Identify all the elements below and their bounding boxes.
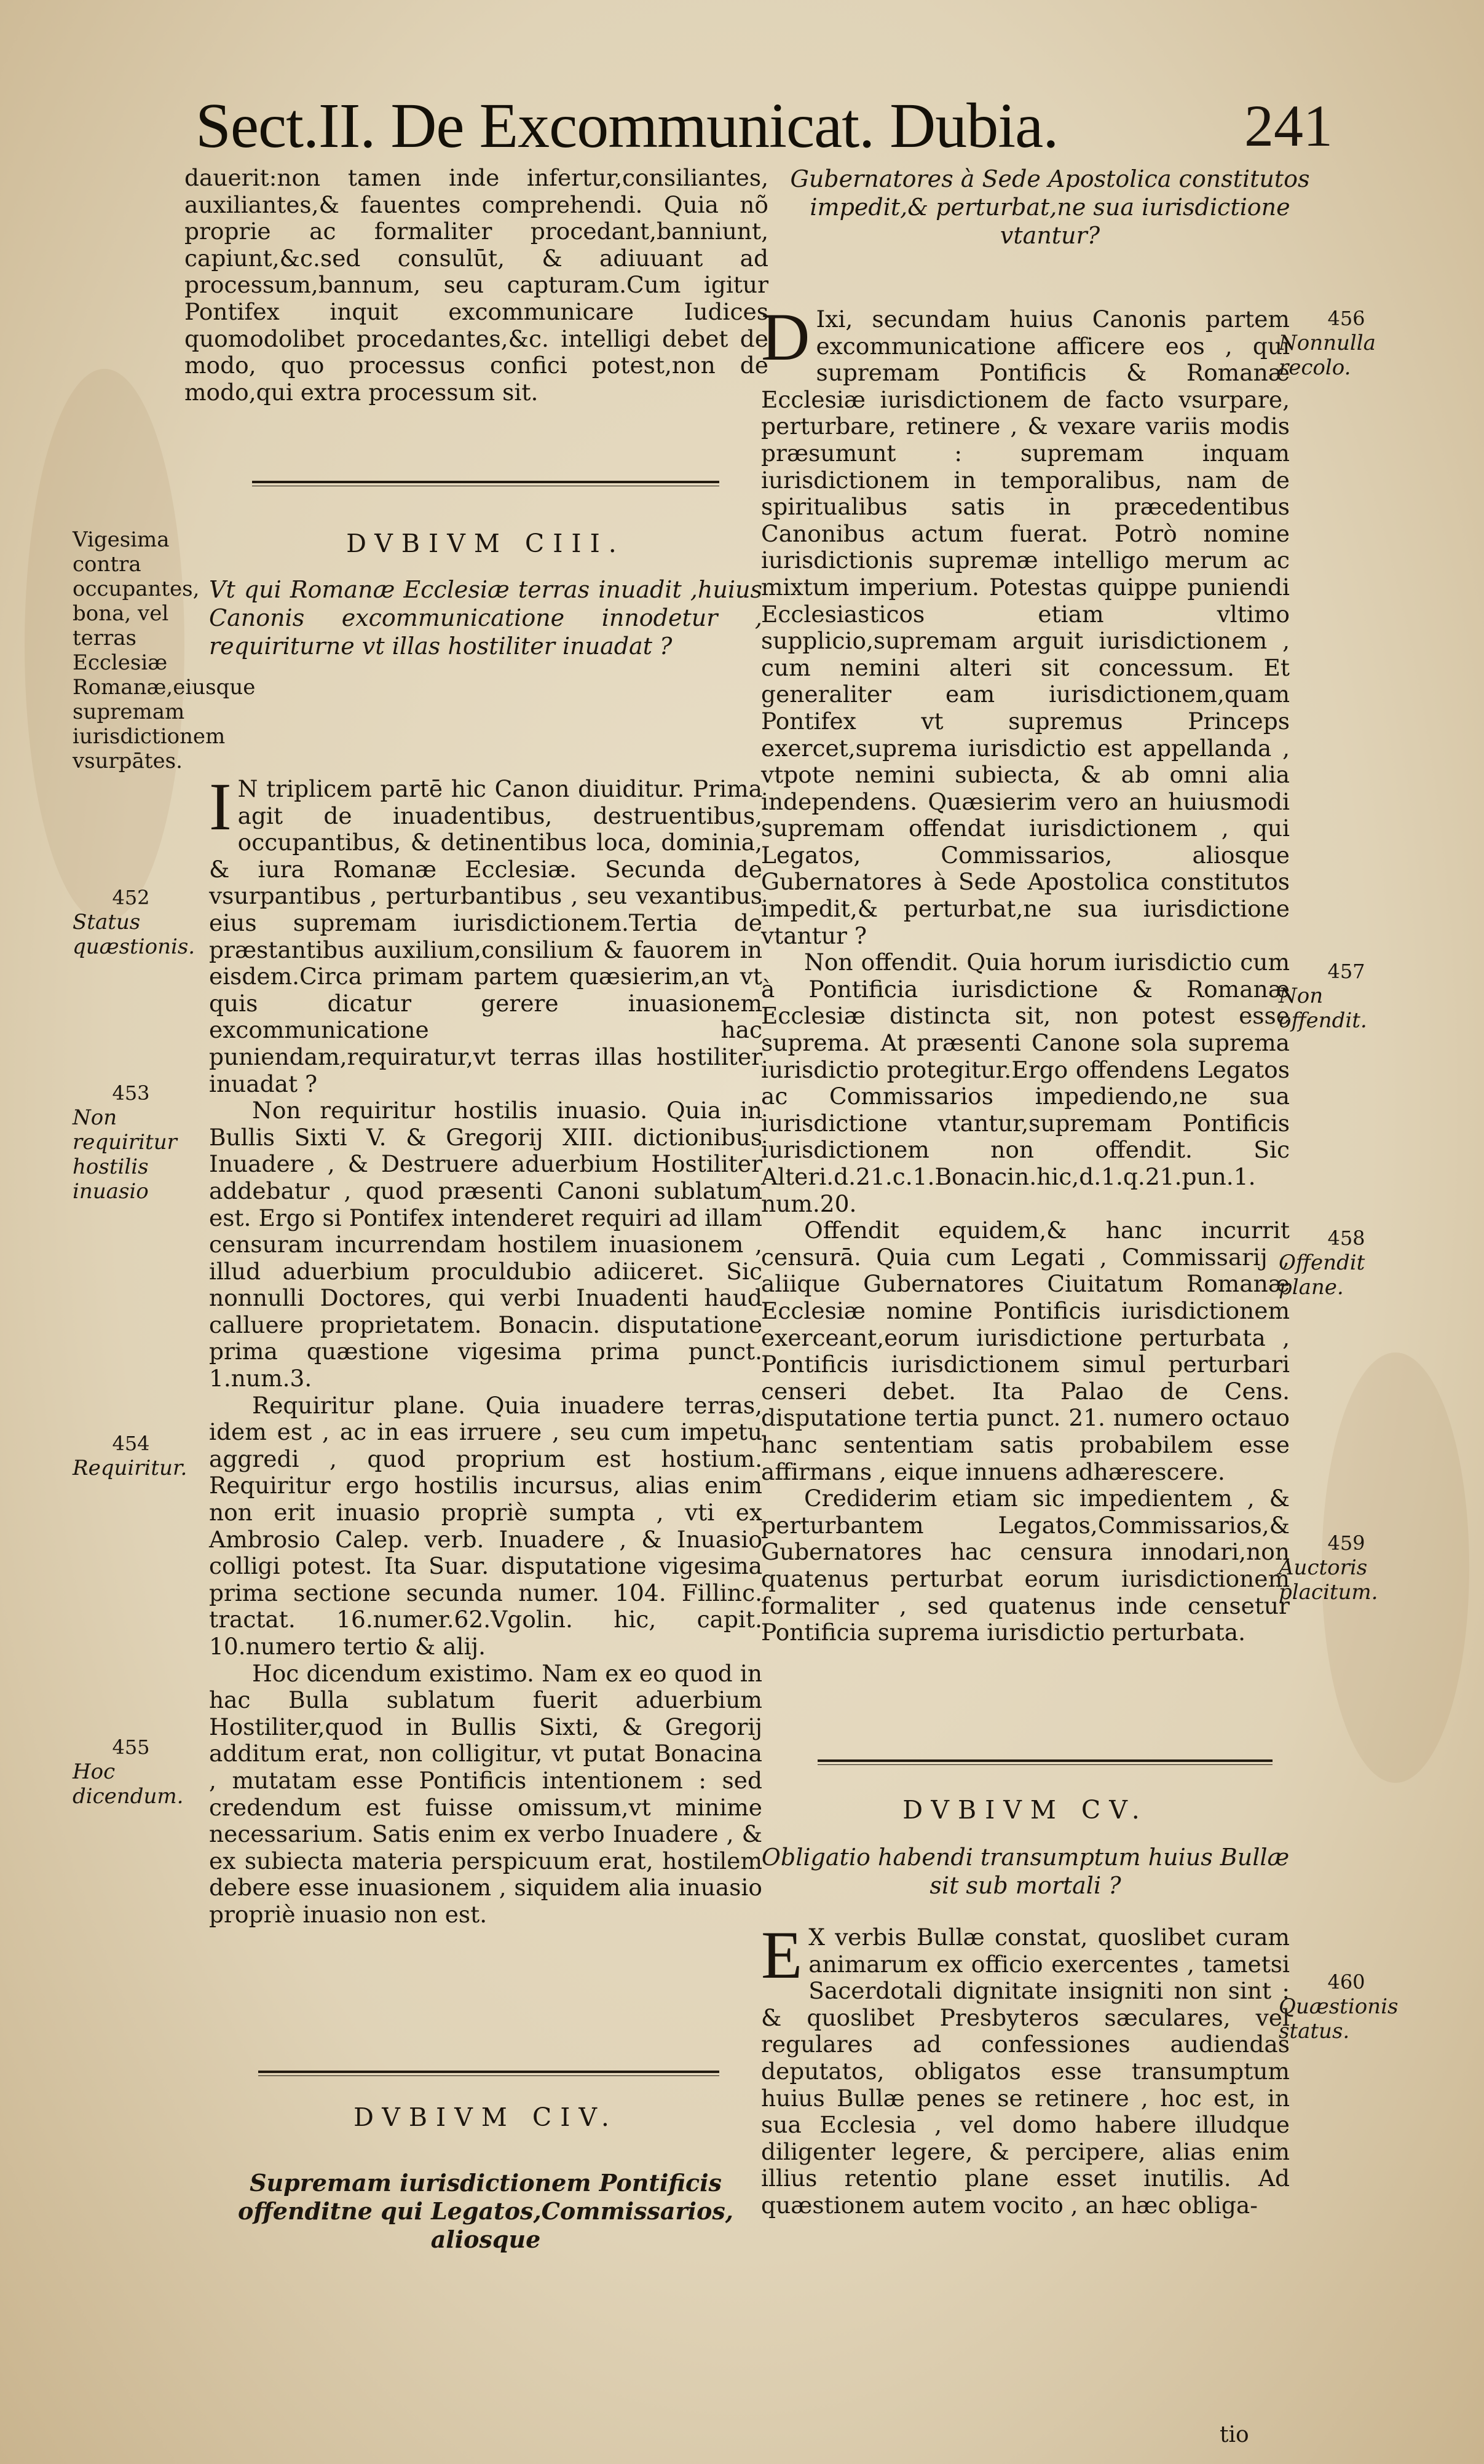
paragraph: Hoc dicendum existimo. Nam ex eo quod in hac Bulla sublatum fuerit aduerbium Hostiliter,quod in Bullis Sixti, & Gregorij additum erat, non colligitur, vt putat Bonacina , mutatam esse Pontificis intentionem : sed credendum est fuisse omissum,vt minime necessarium. Satis enim ex verbo Inuadere , & ex subiecta materia perspicuum erat, hostilem debere esse inuasionem , siquidem alia inuasio propriè inuasio non est. [209, 1659, 762, 1928]
margin-note: Vigesima contra occupantes, bona, vel terras Ecclesiæ Romanæ,eiusque supremam iurisdictionem vsurpātes. [73, 527, 256, 773]
dubium-question: Obligatio habendi transumptum huius Bullæ sit sub mortali ? [761, 1844, 1290, 1899]
drop-cap: I [209, 769, 232, 844]
dubium-question: Vt qui Romanæ Ecclesiæ terras inuadit ,huius Canonis excommunicatione innodetur , requiriturne vt illas hostiliter inuadat ? [209, 576, 762, 660]
left-column [184, 165, 768, 406]
dubium-ciii [209, 529, 762, 660]
margin-note: 457 Non offendit. [1279, 960, 1367, 1033]
margin-note: 456 Nonnulla recolo. [1279, 307, 1376, 380]
margin-note: 454 Requiritur. [73, 1432, 187, 1480]
dubium-heading: DVBIVM CIV. [353, 2103, 618, 2132]
paragraph: Crediderim etiam sic impedientem , & perturbantem Legatos,Commissarios,& Gubernatores hac censura innodari,non quatenus perturbat eorum iurisdictionem formaliter , sed quatenus inde censetur Pontificia suprema iurisdictio perturbata. [761, 1485, 1290, 1646]
paragraph: X verbis Bullæ constat, quoslibet curam animarum ex officio exercentes , tametsi Sacerdotali dignitate insigniti non sint : & quoslibet Presbyteros sæculares, vel regulares ad confessiones audiendas deputatos, obligatos esse transumptum huius Bullæ penes se retinere , hoc est, in sua Ecclesia , vel domo habere illudque diligenter legere, & percipere, alias enim illius retentio plane esset inutilis. Ad quæstionem autem vocito , an hæc obliga- [761, 1924, 1290, 2219]
paragraph: Requiritur plane. Quia inuadere terras, idem est , ac in eas irruere , seu cum impetu aggredi , quod proprium est hostium. Requiritur ergo hostilis incursus, alias enim non erit inuasio propriè sumpta , vti ex Ambrosio Calep. verb. Inuadere , & Inuasio colligi potest. Ita Suar. disputatione vigesima prima sectione secunda numer. 104. Fillinc. tractat. 16.numer.62.Vgolin. hic, capit. 10.numero tertio & alij. [209, 1391, 762, 1660]
margin-note: 460 Quæstionis status. [1279, 1970, 1399, 2043]
paragraph: Non offendit. Quia horum iurisdictio cum à Pontificia iurisdictione & Romanæ Ecclesiæ distincta sit, non potest esse suprema. At præsenti Canone sola suprema iurisdictio protegitur.Ergo offendens Legatos ac Commissarios impediendo,ne sua iurisdictione vtantur,supremam Pontificis iurisdictionem non offendit. Sic Alteri.d.21.c.1.Bonacin.hic,d.1.q.21.pun.1. num.20. [761, 949, 1290, 1217]
dubium-question: Supremam iurisdictionem Pontificis offenditne qui Legatos,Commissarios, aliosque [238, 2169, 733, 2253]
margin-note: 458 Offendit plane. [1279, 1226, 1365, 1300]
dubium-civ [209, 2103, 762, 2254]
dubium-cv [761, 1795, 1290, 2219]
paragraph: Offendit equidem,& hanc incurrit censurā. Quia cum Legati , Commissarij , aliique Gubernatores Ciuitatum Romanæ Ecclesiæ nomine Pontificis iurisdictionem exerceant,eorum iurisdictione perturbata , Pontificis iurisdictionem simul perturbari censeri debet. Ita Palao de Cens. disputatione tertia punct. 21. numero octauo hanc sententiam satis probabilem esse affirmans , eique innuens adhærescere. [761, 1217, 1290, 1485]
right-column-question [786, 165, 1314, 250]
catchword: tio [1220, 2422, 1249, 2447]
header-title: Sect.II. De Excommunicat. Dubia. [195, 90, 1059, 161]
dubium-heading: DVBIVM CV. [902, 1795, 1148, 1825]
paragraph: dauerit:non tamen inde infertur,consiliantes, auxiliantes,& fauentes comprehendi. Quia nõ proprie ac formaliter procedant,banniunt, capiunt,&c.sed consulūt, & adiuuant ad processum,bannum, seu capturam.Cum igitur Pontifex inquit excommunicare Iudices quomodolibet procedantes,&c. intelligi debet de modo, quo processus confici potest,non de modo,qui extra processum sit. [184, 164, 768, 406]
paragraph: Non requiritur hostilis inuasio. Quia in Bullis Sixti V. & Gregorij XIII. dictionibus Inuadere , & Destruere aduerbium Hostiliter addebatur , quod præsenti Canoni sublatum est. Ergo si Pontifex intenderet requiri ad illam censuram incurrendam hostilem inuasionem , illud aduerbium proculdubio adiiceret. Sic nonnulli Doctores, qui verbi Inuadenti haud calluere proprietatem. Bonacin. disputatione prima quæstione vigesima prima punct. 1.num.3. [209, 1097, 762, 1392]
margin-note: 459 Auctoris placitum. [1279, 1531, 1378, 1605]
drop-cap: E [761, 1917, 803, 1992]
running-header [195, 86, 1333, 166]
margin-note: 453 Non requiritur hostilis inuasio [73, 1081, 177, 1204]
dubium-question: Gubernatores à Sede Apostolica constitutos impedit,& perturbat,ne sua iurisdictione vtantur? [790, 165, 1310, 249]
page-number: 241 [1244, 93, 1333, 159]
margin-note: 452 Status quæstionis. [73, 886, 195, 959]
right-column-body [761, 299, 1290, 1646]
dubium-heading: DVBIVM CIII. [346, 529, 625, 558]
paragraph: Ixi, secundam huius Canonis partem excommunicatione afficere eos , qui supremam Pontificis & Romanæ Ecclesiæ iurisdictionem de facto vsurpare, perturbare, retinere , & vexare variis modis præsumunt : supremam inquam iurisdictionem in temporalibus, nam de spiritualibus satis in præcedentibus Canonibus actum fuerat. Potrò nomine iurisdictionis supremæ intelligo merum ac mixtum imperium. Potestas quippe puniendi Ecclesiasticos etiam vltimo supplicio,supremam arguit iurisdictionem , cum nemini alteri sit concessum. Et generaliter eam iurisdictionem,quam Pontifex vt supremus Princeps exercet,suprema iurisdictio est appellanda , vtpote nemini subiecta, & ab omni alia independens. Quæsierim vero an huiusmodi supremam offendat iurisdictionem , qui Legatos, Commissarios, aliosque Gubernatores à Sede Apostolica constitutos impedit,& perturbat,ne sua iurisdictione vtantur ? [761, 306, 1290, 949]
paragraph: N triplicem partē hic Canon diuiditur. Prima agit de inuadentibus, destruentibus, occupantibus, & detinentibus loca, dominia, & iura Romanæ Ecclesiæ. Secunda de vsurpantibus , perturbantibus , seu vexantibus eius supremam iurisdictionem.Tertia de præstantibus auxilium,consilium & fauorem in eisdem.Circa primam partem quæsierim,an vt quis dicatur gerere inuasionem excommunicatione hac puniendam,requiratur,vt terras illas hostiliter inuadat ? [209, 775, 762, 1097]
section-rule [252, 481, 719, 483]
margin-note: 455 Hoc dicendum. [73, 1735, 184, 1809]
section-rule [258, 2071, 719, 2073]
section-rule [818, 1759, 1273, 1762]
dubium-ciii-body [209, 769, 762, 1929]
drop-cap: D [761, 299, 810, 374]
